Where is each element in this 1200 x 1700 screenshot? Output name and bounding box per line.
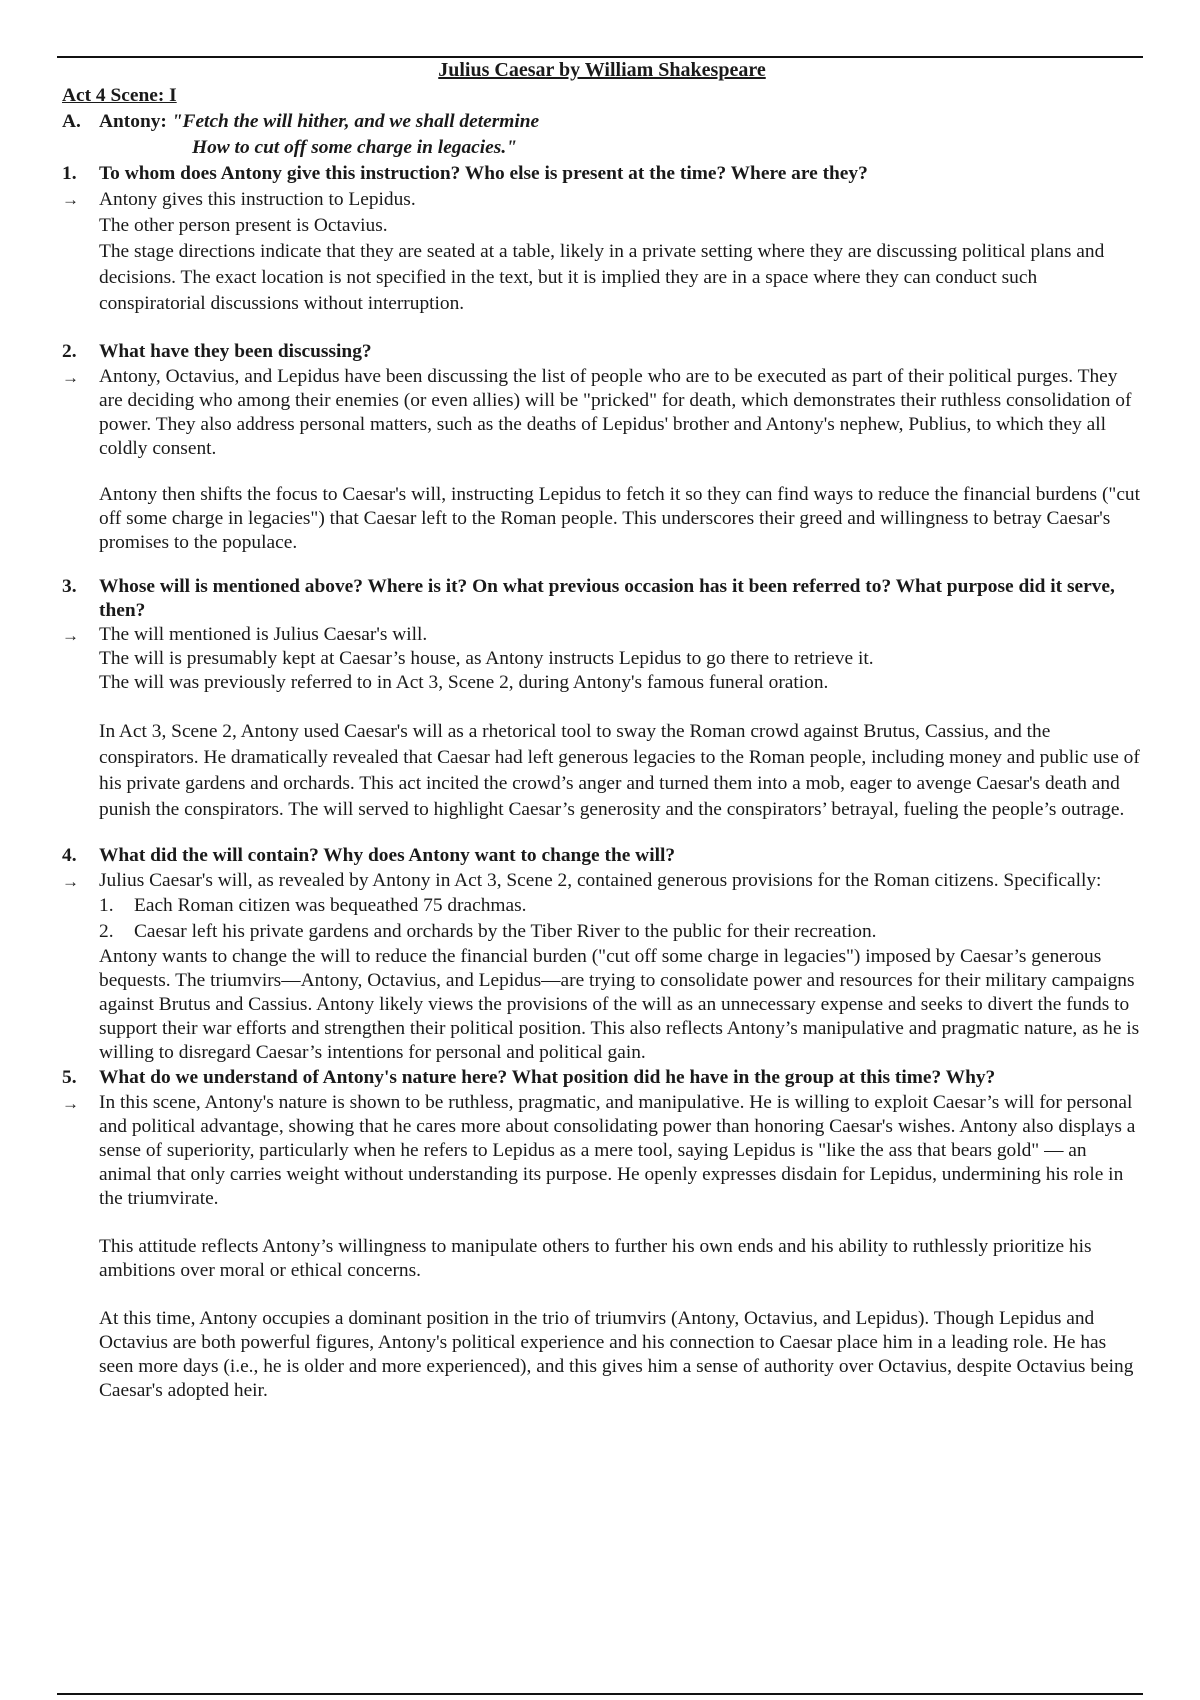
answer-paragraph: Antony wants to change the will to reduce the financial burden ("cut off some charge in legacies") imposed by Caesar’s generous bequests. The triumvirs—Antony, Octavius, and Lepidus—are trying to consolidate power and resources for their military campaigns against Brutus and Cassius. Antony likely views the provisions of the will as an unnecessary expense and seeks to divert the funds to support their war efforts and strengthen their political position. This also reflects Antony’s manipulative and pragmatic nature, as he is willing to disregard Caesar’s intentions for personal and political gain. bbox=[99, 946, 1140, 1063]
arrow-icon: → bbox=[62, 190, 79, 209]
answer-paragraph: In this scene, Antony's nature is shown to be ruthless, pragmatic, and manipulative. He is willing to exploit Caesar’s will for personal and political advantage, showing that he cares more about consolidating power than honoring Caesar's wishes. Antony also displays a sense of superiority, particularly when he refers to Lepidus as a mere tool, saying Lepidus is "like the ass that bears gold" — an animal that only carries weight without understanding its purpose. He openly expresses disdain for Lepidus, undermining his role in the triumvirate. bbox=[99, 1092, 1136, 1209]
arrow-icon: → bbox=[62, 368, 79, 387]
question-1 bbox=[62, 161, 1142, 187]
question-3 bbox=[62, 575, 1142, 623]
answer-paragraph: In Act 3, Scene 2, Antony used Caesar's will as a rhetorical tool to sway the Roman crowd against Brutus, Cassius, and the conspirators. He dramatically revealed that Caesar had left generous legacies to the Roman people, including money and public use of his private gardens and orchards. This act incited the crowd’s anger and turned them into a mob, eager to avenge Caesar's death and punish the conspirators. The will served to highlight Caesar’s generosity and the conspirators’ betrayal, fueling the people’s outrage. bbox=[99, 721, 1140, 820]
question-text: To whom does Antony give this instruction? Who else is present at the time? Where are they? bbox=[99, 163, 868, 184]
quote-line-2: How to cut off some charge in legacies." bbox=[192, 137, 517, 158]
answer-2 bbox=[62, 365, 1142, 555]
document-page bbox=[62, 57, 1142, 1403]
answer-paragraph: Antony gives this instruction to Lepidus. bbox=[99, 189, 416, 210]
question-text: Whose will is mentioned above? Where is it? On what previous occasion has it been referred to? What purpose did it serve, then? bbox=[99, 576, 1115, 621]
question-number: 4. bbox=[62, 845, 77, 866]
answer-paragraph: Julius Caesar's will, as revealed by Antony in Act 3, Scene 2, contained generous provisions for the Roman citizens. Specifically: bbox=[99, 870, 1102, 891]
answer-5 bbox=[62, 1091, 1142, 1403]
arrow-icon: → bbox=[62, 626, 79, 645]
answer-paragraph: The other person present is Octavius. bbox=[99, 215, 388, 236]
question-text: What do we understand of Antony's nature here? What position did he have in the group at this time? Why? bbox=[99, 1067, 996, 1088]
answer-paragraph: At this time, Antony occupies a dominant position in the trio of triumvirs (Antony, Octavius, and Lepidus). Though Lepidus and Octavius are both powerful figures, Antony's political experience and his connection to Caesar place him in a leading role. He has seen more days (i.e., he is older and more experienced), and this gives him a sense of authority over Octavius, despite Octavius being Caesar's adopted heir. bbox=[99, 1308, 1134, 1401]
question-text: What did the will contain? Why does Antony want to change the will? bbox=[99, 845, 676, 866]
arrow-icon: → bbox=[62, 872, 79, 891]
answer-paragraph: Antony, Octavius, and Lepidus have been discussing the list of people who are to be executed as part of their political purges. They are deciding who among their enemies (or even allies) will be "pricked" for death, which demonstrates their ruthless consolidation of power. They also address personal matters, such as the deaths of Lepidus' brother and Antony's nephew, Publius, to which they all coldly consent. bbox=[99, 366, 1132, 459]
question-4 bbox=[62, 843, 1142, 869]
list-item bbox=[99, 919, 1142, 945]
question-number: 1. bbox=[62, 163, 77, 184]
answer-3 bbox=[62, 623, 1142, 823]
question-5 bbox=[62, 1065, 1142, 1091]
list-item bbox=[99, 893, 1142, 919]
list-text: Caesar left his private gardens and orchards by the Tiber River to the public for their recreation. bbox=[134, 921, 877, 942]
answer-paragraph: The will was previously referred to in Act 3, Scene 2, during Antony's famous funeral oration. bbox=[99, 672, 829, 693]
quote-line-1: "Fetch the will hither, and we shall determine bbox=[171, 111, 540, 132]
answer-paragraph: This attitude reflects Antony’s willingness to manipulate others to further his own ends and his ability to ruthlessly prioritize his ambitions over moral or ethical concerns. bbox=[99, 1236, 1092, 1281]
question-number: 3. bbox=[62, 576, 77, 597]
answer-1 bbox=[62, 187, 1142, 317]
question-number: 2. bbox=[62, 341, 77, 362]
act-heading: Act 4 Scene: I bbox=[62, 85, 177, 106]
document-title: Julius Caesar by William Shakespeare bbox=[438, 59, 766, 81]
quote-label: A. bbox=[62, 111, 81, 132]
question-text: What have they been discussing? bbox=[99, 341, 372, 362]
answer-paragraph: Antony then shifts the focus to Caesar's will, instructing Lepidus to fetch it so they can find ways to reduce the financial burdens ("cut off some charge in legacies") that Caesar left to the Roman people. This underscores their greed and willingness to betray Caesar's promises to the populace. bbox=[99, 484, 1141, 553]
answer-paragraph: The stage directions indicate that they are seated at a table, likely in a private setting where they are discussing political plans and decisions. The exact location is not specified in the text, but it is implied they are in a space where they can conduct such conspiratorial discussions without interruption. bbox=[99, 241, 1105, 314]
arrow-icon: → bbox=[62, 1094, 79, 1113]
question-number: 5. bbox=[62, 1067, 77, 1088]
answer-paragraph: The will mentioned is Julius Caesar's will. bbox=[99, 624, 428, 645]
answer-paragraph: The will is presumably kept at Caesar’s house, as Antony instructs Lepidus to go there to retrieve it. bbox=[99, 648, 874, 669]
question-2 bbox=[62, 339, 1142, 365]
answer-4 bbox=[62, 869, 1142, 1065]
quote-block bbox=[62, 109, 1142, 135]
list-number: 2. bbox=[99, 921, 114, 942]
list-text: Each Roman citizen was bequeathed 75 drachmas. bbox=[134, 895, 527, 916]
bottom-rule bbox=[57, 1693, 1143, 1695]
quote-speaker: Antony: bbox=[99, 111, 167, 132]
list-number: 1. bbox=[99, 895, 114, 916]
